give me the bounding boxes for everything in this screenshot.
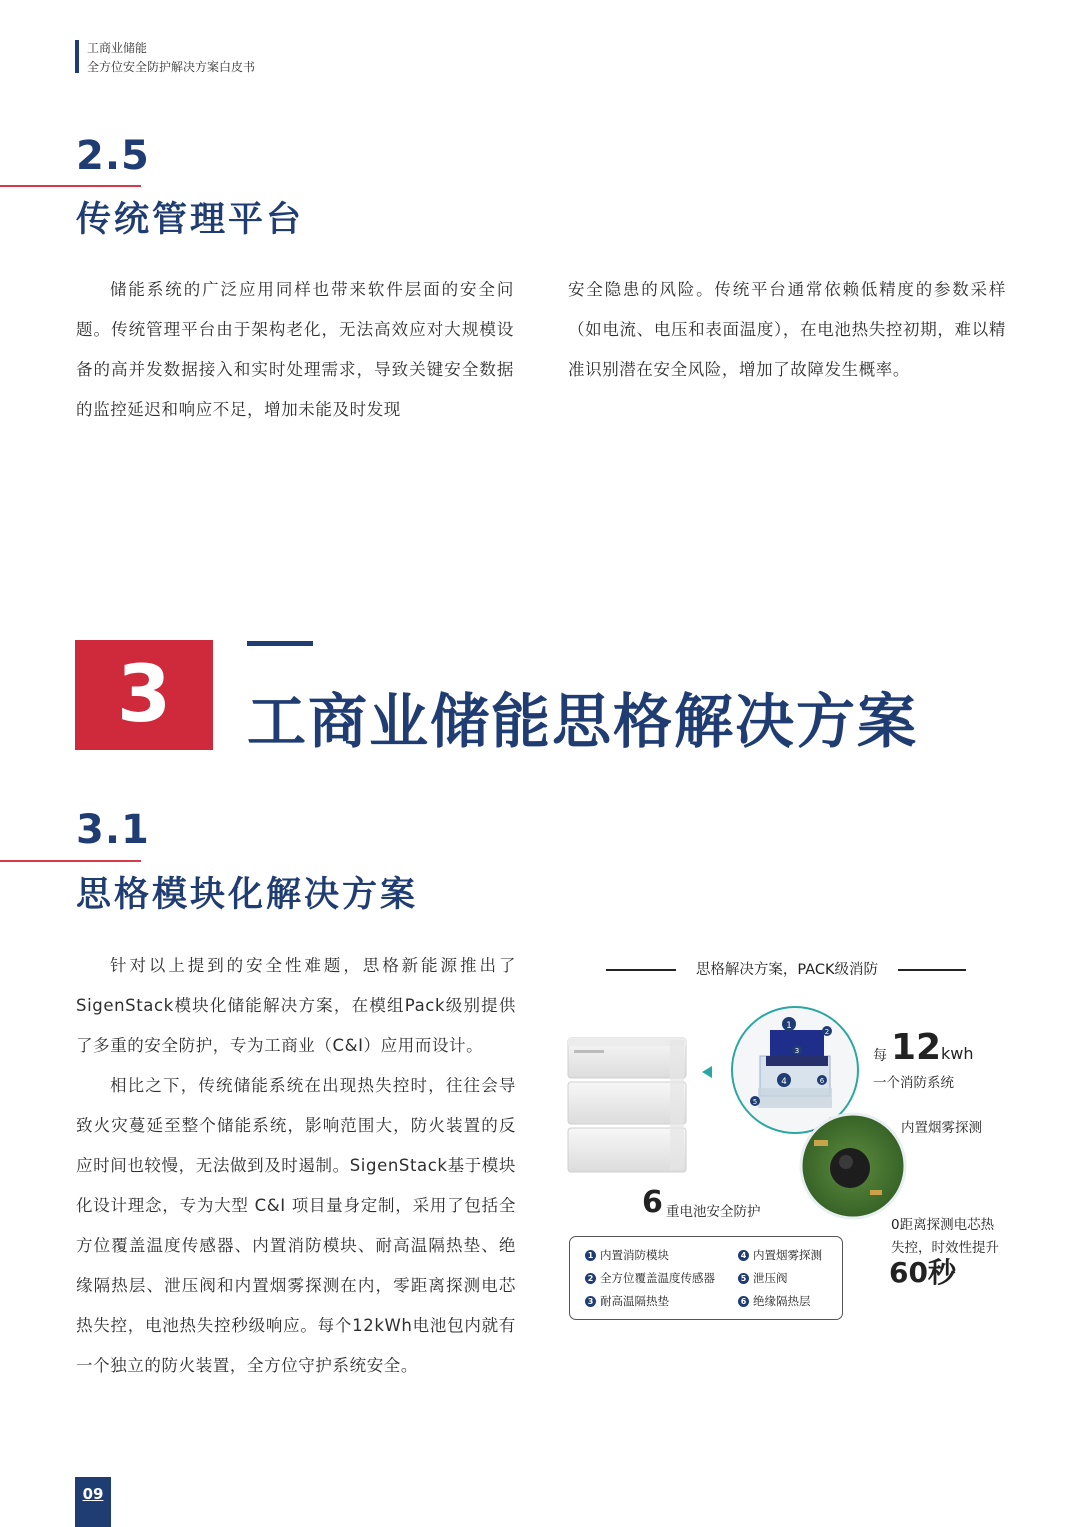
section-title-3-1: 思格模块化解决方案	[76, 875, 419, 915]
legend-item: 2 全方位覆盖温度传感器	[585, 1270, 715, 1286]
detection-caption-line-2: 失控，时效性提升	[891, 1240, 999, 1256]
section-3-1-body	[76, 946, 516, 1386]
svg-text:1: 1	[786, 1021, 792, 1031]
svg-text:2: 2	[824, 1028, 830, 1036]
battery-pack-illustration	[560, 1000, 910, 1230]
section-rule	[0, 860, 141, 862]
figure-title-rule-left	[606, 969, 676, 971]
legend-item: 3 耐高温隔热垫	[585, 1293, 669, 1309]
pointer-arrow-icon	[702, 1066, 712, 1078]
response-time-value: 60秒	[889, 1256, 956, 1289]
number-badge-icon: 1	[585, 1250, 596, 1261]
svg-text:4: 4	[781, 1077, 787, 1087]
page-number: 09	[82, 1485, 104, 1503]
stat-prefix: 每	[873, 1048, 887, 1064]
section-number-2-5: 2.5	[76, 133, 150, 179]
stat-capacity-unit: kwh	[941, 1044, 974, 1063]
svg-text:6: 6	[819, 1077, 825, 1085]
svg-text:3: 3	[794, 1047, 800, 1055]
legend-item: 6 绝缘隔热层	[738, 1293, 811, 1309]
chapter-accent-bar	[247, 641, 313, 646]
chapter-number-box	[75, 640, 213, 750]
section-rule	[0, 185, 141, 187]
number-badge-icon: 2	[585, 1273, 596, 1284]
figure-title-rule-right	[898, 969, 966, 971]
section-number-3-1: 3.1	[76, 807, 150, 853]
svg-text:5: 5	[752, 1098, 758, 1106]
smoke-detection-label: 内置烟雾探测	[901, 1120, 982, 1136]
smoke-detector-closeup	[801, 1114, 905, 1218]
stat-capacity-value: 12	[891, 1027, 942, 1068]
chapter-number: 3	[116, 650, 172, 740]
header-title: 工商业储能	[87, 41, 148, 55]
page-number-box	[75, 1477, 111, 1527]
section-title-2-5: 传统管理平台	[76, 200, 305, 240]
chapter-title: 工商业储能思格解决方案	[247, 687, 919, 756]
section-3-1-paragraph-1: 针对以上提到的安全性难题，思格新能源推出了SigenStack模块化储能解决方案，在模组Pack级别提供了多重的安全防护，专为工商业（C&I）应用而设计。	[76, 956, 516, 1055]
number-badge-icon: 3	[585, 1296, 596, 1307]
legend-item: 4 内置烟雾探测	[738, 1247, 822, 1263]
header-accent-bar	[75, 40, 79, 73]
figure-title-text: 思格解决方案，PACK级消防	[695, 962, 879, 978]
battery-stack	[568, 1038, 686, 1172]
protection-count: 6	[642, 1185, 663, 1220]
stat-capacity-caption: 一个消防系统	[873, 1075, 954, 1091]
figure-title	[606, 958, 966, 982]
legend-item: 5 泄压阀	[738, 1270, 788, 1286]
legend-item: 1 内置消防模块	[585, 1247, 669, 1263]
section-2-5-paragraph-right: 安全隐患的风险。传统平台通常依赖低精度的参数采样（如电流、电压和表面温度），在电池热失控初期，难以精准识别潜在安全风险，增加了故障发生概率。	[568, 280, 1006, 379]
section-2-5-paragraph-left: 储能系统的广泛应用同样也带来软件层面的安全问题。传统管理平台由于架构老化，无法高效应对大规模设备的高并发数据接入和实时处理需求，导致关键安全数据的监控延迟和响应不足，增加未能及时发现	[76, 280, 514, 419]
detection-caption-line-1: 0距离探测电芯热	[891, 1217, 995, 1233]
number-badge-icon: 5	[738, 1273, 749, 1284]
number-badge-icon: 6	[738, 1296, 749, 1307]
protection-legend	[569, 1236, 843, 1320]
header-subtitle: 全方位安全防护解决方案白皮书	[87, 60, 256, 74]
number-badge-icon: 4	[738, 1250, 749, 1261]
protection-label: 重电池安全防护	[666, 1204, 761, 1220]
section-3-1-paragraph-2: 相比之下，传统储能系统在出现热失控时，往往会导致火灾蔓延至整个储能系统，影响范围大，防火装置的反应时间也较慢，无法做到及时遏制。SigenStack基于模块化设计理念，专为大型 C&I 项目量身定制，采用了包括全方位覆盖温度传感器、内置消防模块、耐高温隔热垫、绝缘隔热层、泄压阀和内置烟雾探测在内，零距离探测电芯热失控，电池热失控秒级响应。每个12kWh电池包内就有一个独立的防火装置，全方位守护系统安全。	[76, 1076, 516, 1375]
